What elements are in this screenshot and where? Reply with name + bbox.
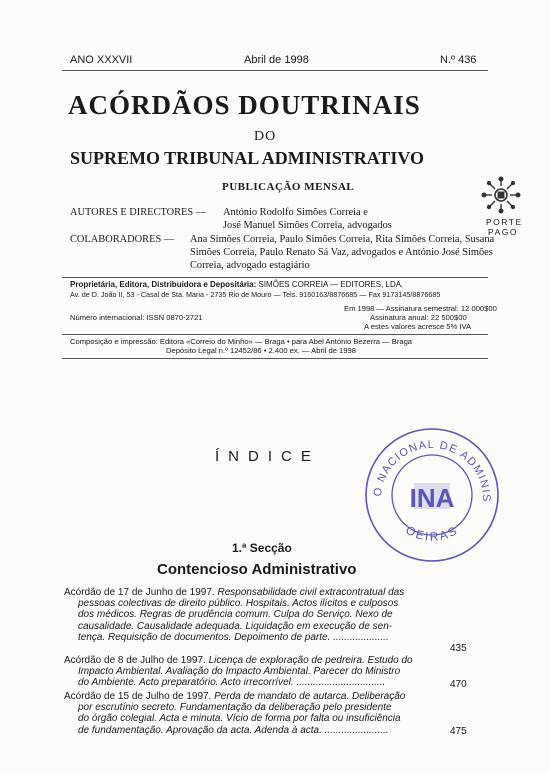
issn: Número internacional: ISSN 0870-2721 (70, 313, 203, 322)
collaborators-line-3: Correia, advogado estagiário (190, 260, 310, 271)
collaborators-line-2: Simões Correia, Paulo Renato Sá Vaz, advogados e António José Simões (190, 247, 493, 258)
section-title: Contencioso Administrativo (157, 561, 357, 578)
entry-lead: Acórdão de 8 de Julho de 1997. (64, 655, 206, 666)
stamp-logo-text: INA (409, 483, 455, 513)
entry-summary-line: de fundamentação. Aprovação da acta. Adenda à acta. ....................... (78, 724, 389, 736)
authors-line-2: José Manuel Simões Correia, advogados (223, 220, 392, 231)
entry-summary: Perda de mandato de autarca. Deliberação (214, 691, 406, 702)
index-heading: ÍNDICE (215, 448, 320, 465)
entry-summary: Responsabilidade civil extracontratual das (217, 587, 405, 598)
publication-title: ACÓRDÃOS DOUTRINAIS (68, 90, 421, 120)
publisher-label: Proprietária, Editora, Distribuidora e Depositária: (70, 280, 257, 289)
collaborators-label: COLABORADORES — (70, 234, 175, 245)
entry-page-number: 470 (450, 679, 467, 690)
publisher-name: SIMÕES CORREIA — EDITORES, LDA. (258, 280, 404, 289)
entry-lead: Acórdão de 17 de Junho de 1997. (64, 587, 215, 598)
entry-summary-line: dos médicos. Regras de prudência comum. Culpa do Serviço. Nexo de (78, 609, 393, 621)
header-rule (62, 70, 488, 71)
entry-summary-line: do Ambiente. Acto preparatório. Acto irrecorrível. ................................ (78, 677, 386, 689)
entry-summary-line: tença. Requisição de documentos. Depoimento de parte. .................... (78, 631, 389, 643)
entry-summary-line: por escrutínio secreto. Fundamentação da deliberação pelo presidente (78, 702, 392, 714)
publication-frequency: PUBLICAÇÃO MENSAL (222, 181, 355, 193)
vat-note: A estes valores acresce 5% IVA (364, 322, 472, 331)
index-entry (64, 655, 424, 689)
institution-stamp (362, 425, 502, 565)
entry-summary-line: Impacto Ambiental. Avaliação do Impacto Ambiental. Parecer do Ministro (78, 666, 401, 678)
collaborators-line-1: Ana Simões Correia, Paulo Simões Correia, Rita Simões Correia, Susana (190, 234, 495, 245)
authors-label: AUTORES E DIRECTORES — (70, 207, 207, 218)
subscription-annual: Assinatura anual: 22 500$00 (370, 313, 467, 322)
entry-summary: Licença de exploração de pedreira. Estudo do (208, 655, 413, 666)
entry-summary-line: pessoas colectivas de direito público. Hospitais. Actos ilícitos e culposos (78, 598, 399, 610)
stamp-bottom-text: OEIRAS (403, 522, 461, 544)
issue-date: Abril de 1998 (244, 54, 309, 66)
entry-page-number: 435 (450, 643, 467, 654)
publisher-rule-bottom (62, 358, 488, 359)
publisher-rule-top (62, 277, 488, 278)
section-number: 1.ª Secção (232, 541, 292, 555)
porte-label: PORTE (486, 217, 523, 227)
volume-year: ANO XXXVII (70, 54, 133, 66)
stamp-logo (410, 483, 455, 513)
subscription-semester: Em 1998 — Assinatura semestral: 12 000$00 (344, 304, 497, 313)
crest-icon (481, 176, 521, 214)
publisher-rule-mid (62, 334, 488, 335)
index-entry (64, 691, 424, 736)
composition-line: Composição e impressão: Editora «Correio do Minho» — Braga • para Abel António Bezerra — Braga (70, 337, 413, 346)
stamp-ring-text: O NACIONAL DE ADMINIS (371, 438, 493, 503)
index-entry (64, 587, 424, 643)
entry-lead: Acórdão de 15 de Julho de 1997. (64, 691, 212, 702)
publisher-line (70, 280, 403, 289)
publisher-address: Av. de D. João II, 53 - Casal de Sta. Maria - 2735 Rio de Mouro — Tels. 9160163/8876685 — Fax 9173145/8876685 (70, 290, 441, 299)
pago-label: PAGO (488, 227, 518, 237)
title-connector: DO (254, 129, 277, 144)
svg-text:OEIRAS (403, 523, 460, 544)
authors-line-1: António Rodolfo Simões Correia e (223, 207, 368, 218)
legal-deposit: Depósito Legal n.º 12452/86 • 2.400 ex. — Abril de 1998 (166, 346, 356, 355)
entry-summary-line: causalidade. Causalidade adequada. Liquidação em execução de sen- (78, 620, 393, 632)
entry-summary-line: do órgão colegial. Acta e minuta. Vício de forma por falta ou insuficiência (78, 713, 401, 725)
entry-page-number: 475 (450, 726, 467, 737)
issue-number: N.º 436 (440, 54, 477, 66)
court-name: SUPREMO TRIBUNAL ADMINISTRATIVO (70, 148, 425, 168)
